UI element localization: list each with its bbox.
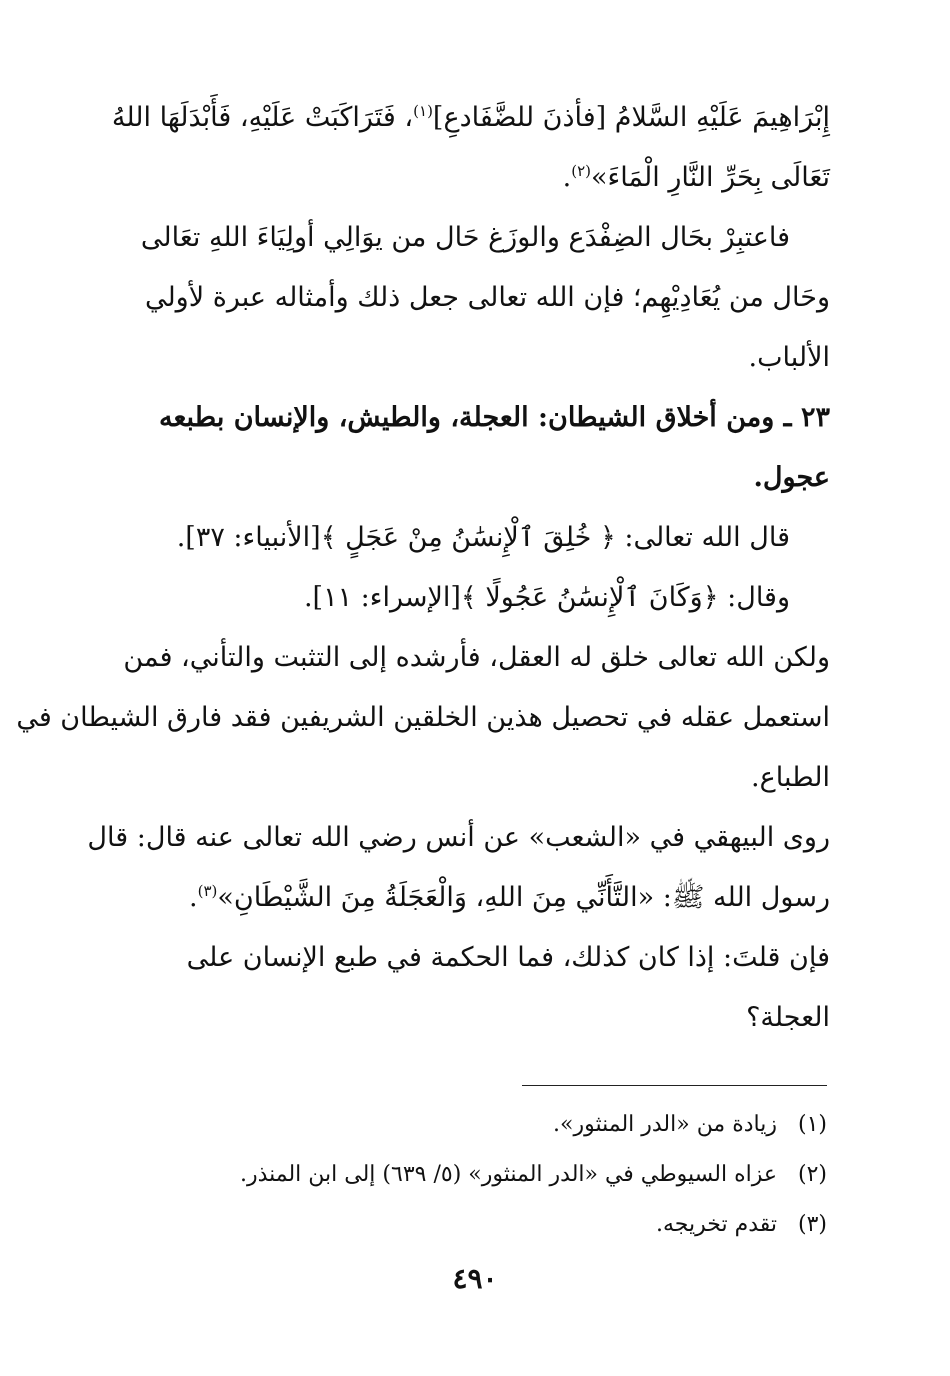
section-heading — [100, 388, 830, 508]
text-line — [100, 868, 830, 928]
footnote-ref: (٢) — [571, 162, 591, 180]
footnote-text: عزاه السيوطي في «الدر المنثور» (٥/ ٦٣٩) إلى ابن المنذر. — [239, 1162, 777, 1187]
text-line: وحَال من يُعَادِيْهِم؛ فإن الله تعالى جعل ذلك وأمثاله عبرة لأولي — [144, 282, 830, 313]
quran-quote-line: وقال: ﴿وَكَانَ ٱلْإِنسَٰنُ عَجُولًا ﴾[الإسراء: ١١]. — [303, 582, 790, 613]
paragraph — [100, 208, 830, 388]
text-line: ٢٣ ـ ومن أخلاق الشيطان: العجلة، والطيش، والإنسان بطبعه — [159, 402, 830, 433]
footnote-number: (١) — [797, 1112, 827, 1137]
text-line: استعمل عقله في تحصيل هذين الخلقين الشريفين فقد فارق الشيطان في — [16, 702, 830, 733]
main-text — [16, 88, 830, 1048]
footnote-ref: (٣) — [197, 882, 218, 900]
text-line: فإن قلتَ: إذا كان كذلك، فما الحكمة في طبع الإنسان على — [186, 942, 830, 973]
footnote-ref: (١) — [413, 102, 433, 120]
paragraph — [100, 88, 830, 208]
text-span: إِبْرَاهِيمَ عَلَيْهِ السَّلامُ [فأذنَ للضَّفَادعِ] — [432, 102, 830, 133]
footnote-text: تقدم تخريجه. — [656, 1212, 777, 1237]
footnotes — [100, 1100, 827, 1250]
quran-quote-line: قال الله تعالى: ﴿ خُلِقَ ٱلْإِنسَٰنُ مِنْ عَجَلٍ ﴾[الأنبياء: ٣٧]. — [176, 522, 790, 553]
text-line — [100, 148, 830, 208]
paragraph — [100, 508, 830, 568]
footnote — [100, 1200, 827, 1250]
text-line: العجلة؟ — [746, 1002, 830, 1033]
footnote-divider — [522, 1085, 827, 1086]
text-span: ، فَتَرَاكَبَتْ عَلَيْهِ، فَأَبْدَلَهَا اللهُ — [111, 102, 414, 133]
page-number: ٤٩٠ — [452, 1262, 498, 1295]
text-line — [100, 88, 830, 148]
text-line: فاعتبِرْ بحَال الضِفْدَع والوزَغ حَال من يوَالِي أولِيَاءَ اللهِ تعَالى — [140, 222, 790, 253]
text-span: رسول الله ﷺ: «التَّأَنِّي مِنَ اللهِ، وَالْعَجَلَةُ مِنَ الشَّيْطَانِ» — [217, 882, 830, 913]
paragraph — [87, 808, 830, 928]
footnote — [100, 1100, 827, 1150]
text-line: روى البيهقي في «الشعب» عن أنس رضي الله تعالى عنه قال: قال — [87, 822, 830, 853]
paragraph — [16, 628, 830, 808]
paragraph — [100, 568, 830, 628]
text-line: الطباع. — [751, 762, 830, 793]
footnote-text: زيادة من «الدر المنثور». — [553, 1112, 777, 1137]
text-span: تَعَالَى بِحَرِّ النَّارِ الْمَاءَ» — [590, 162, 830, 193]
text-line: ولكن الله تعالى خلق له العقل، فأرشده إلى التثبت والتأني، فمن — [123, 642, 830, 673]
footnote-number: (٣) — [797, 1212, 827, 1237]
text-line: عجول. — [753, 462, 830, 493]
text-span: . — [189, 882, 198, 913]
paragraph — [100, 928, 830, 1048]
text-line: الألباب. — [748, 342, 830, 373]
text-span: . — [562, 162, 572, 193]
footnote — [100, 1150, 827, 1200]
footnote-number: (٢) — [797, 1162, 827, 1187]
